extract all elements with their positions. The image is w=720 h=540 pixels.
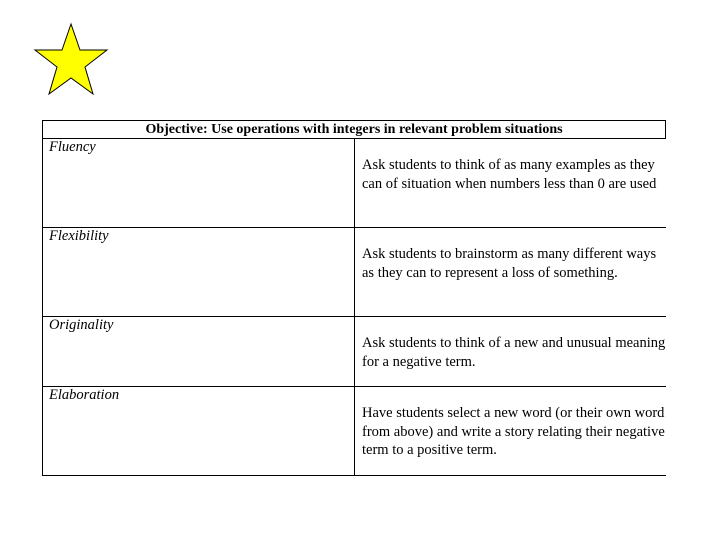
table-row	[43, 317, 666, 387]
objective-header: Objective: Use operations with integers in relevant problem situations	[43, 121, 666, 139]
table-row	[43, 139, 666, 228]
star-icon	[33, 22, 109, 96]
category-originality: Originality	[43, 317, 355, 387]
objective-table	[42, 120, 666, 476]
description-elaboration: Have students select a new word (or their own word from above) and write a story relating their negative term to a positive term.	[355, 387, 666, 476]
description-originality: Ask students to think of a new and unusual meaning for a negative term.	[355, 317, 666, 387]
category-flexibility: Flexibility	[43, 228, 355, 317]
table-row	[43, 228, 666, 317]
description-flexibility: Ask students to brainstorm as many different ways as they can to represent a loss of something.	[355, 228, 666, 317]
category-elaboration: Elaboration	[43, 387, 355, 476]
table-row	[43, 387, 666, 476]
category-fluency: Fluency	[43, 139, 355, 228]
description-fluency: Ask students to think of as many examples as they can of situation when numbers less than 0 are used	[355, 139, 666, 228]
